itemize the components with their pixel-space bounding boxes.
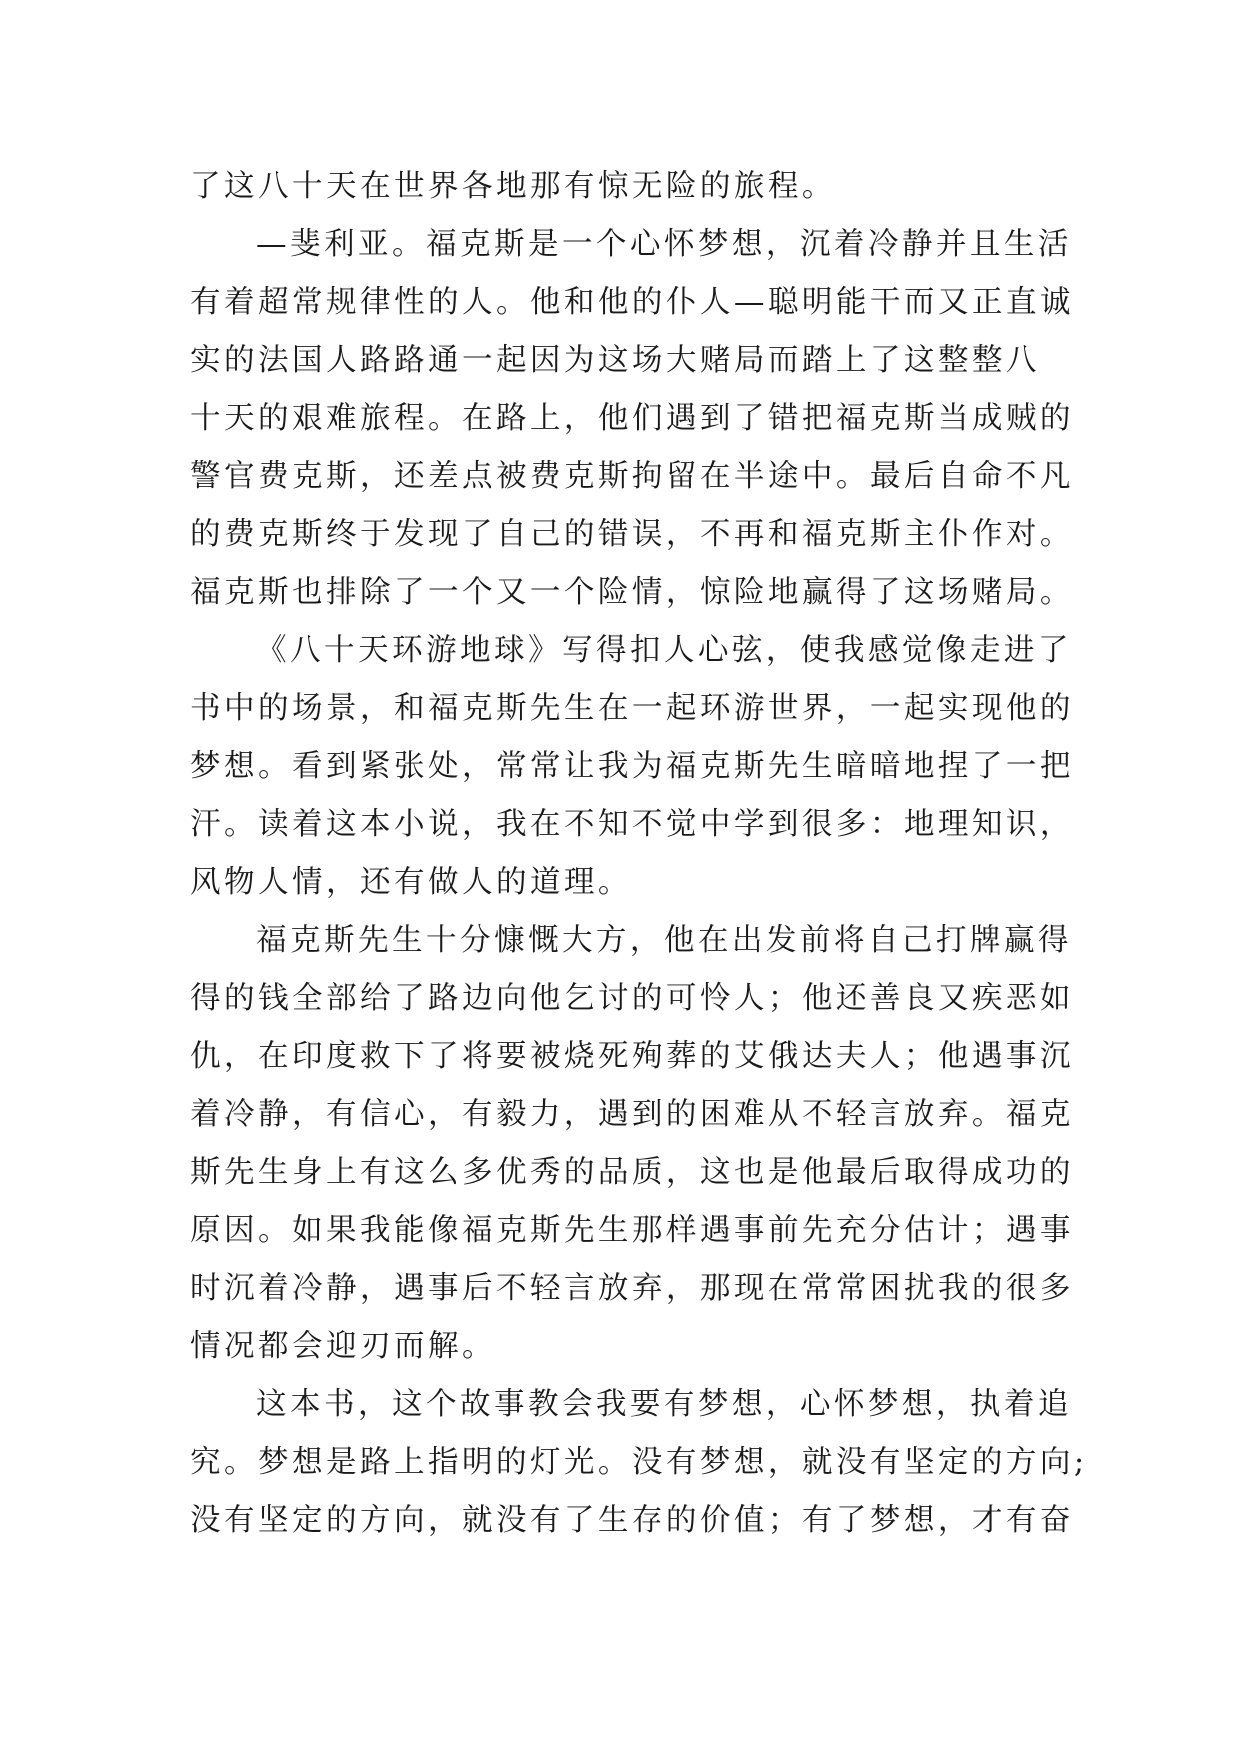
text-line: 了这八十天在世界各地那有惊无险的旅程。 [190, 169, 836, 204]
document-body [190, 158, 1088, 1550]
text-line: 有着超常规律性的人。他和他的仆人—聪明能干而又正直诚 [190, 285, 1074, 320]
text-line: 情况都会迎刃而解。 [190, 1329, 496, 1364]
text-line: 十天的艰难旅程。在路上，他们遇到了错把福克斯当成贼的 [190, 401, 1074, 436]
text-line: 时沉着冷静，遇事后不轻言放弃，那现在常常困扰我的很多 [190, 1271, 1074, 1306]
text-line: 仇，在印度救下了将要被烧死殉葬的艾俄达夫人；他遇事沉 [190, 1039, 1074, 1074]
text-line: 斯先生身上有这么多优秀的品质，这也是他最后取得成功的 [190, 1155, 1074, 1190]
text-line: 风物人情，还有做人的道理。 [190, 865, 632, 900]
text-line: 福克斯先生十分慷慨大方，他在出发前将自己打牌赢得 [256, 923, 1072, 958]
text-line: 得的钱全部给了路边向他乞讨的可怜人；他还善良又疾恶如 [190, 981, 1074, 1016]
text-line: 实的法国人路路通一起因为这场大赌局而踏上了这整整八 [190, 343, 1040, 378]
text-line: —斐利亚。福克斯是一个心怀梦想，沉着冷静并且生活 [256, 227, 1072, 262]
text-line: 《八十天环游地球》写得扣人心弦，使我感觉像走进了 [256, 633, 1072, 668]
text-line: 警官费克斯，还差点被费克斯拘留在半途中。最后自命不凡 [190, 459, 1074, 494]
text-line: 汗。读着这本小说，我在不知不觉中学到很多：地理知识， [190, 807, 1074, 842]
text-line: 书中的场景，和福克斯先生在一起环游世界，一起实现他的 [190, 691, 1074, 726]
text-line: 福克斯也排除了一个又一个险情，惊险地赢得了这场赌局。 [190, 575, 1074, 610]
text-line: 究。梦想是路上指明的灯光。没有梦想，就没有坚定的方向; [190, 1445, 1088, 1480]
text-line: 原因。如果我能像福克斯先生那样遇事前先充分估计；遇事 [190, 1213, 1074, 1248]
text-line: 梦想。看到紧张处，常常让我为福克斯先生暗暗地捏了一把 [190, 749, 1074, 784]
text-line: 没有坚定的方向，就没有了生存的价值；有了梦想，才有奋 [190, 1503, 1074, 1538]
text-line: 的费克斯终于发现了自己的错误，不再和福克斯主仆作对。 [190, 517, 1074, 552]
text-line: 着冷静，有信心，有毅力，遇到的困难从不轻言放弃。福克 [190, 1097, 1074, 1132]
text-line: 这本书，这个故事教会我要有梦想，心怀梦想，执着追 [256, 1387, 1072, 1422]
